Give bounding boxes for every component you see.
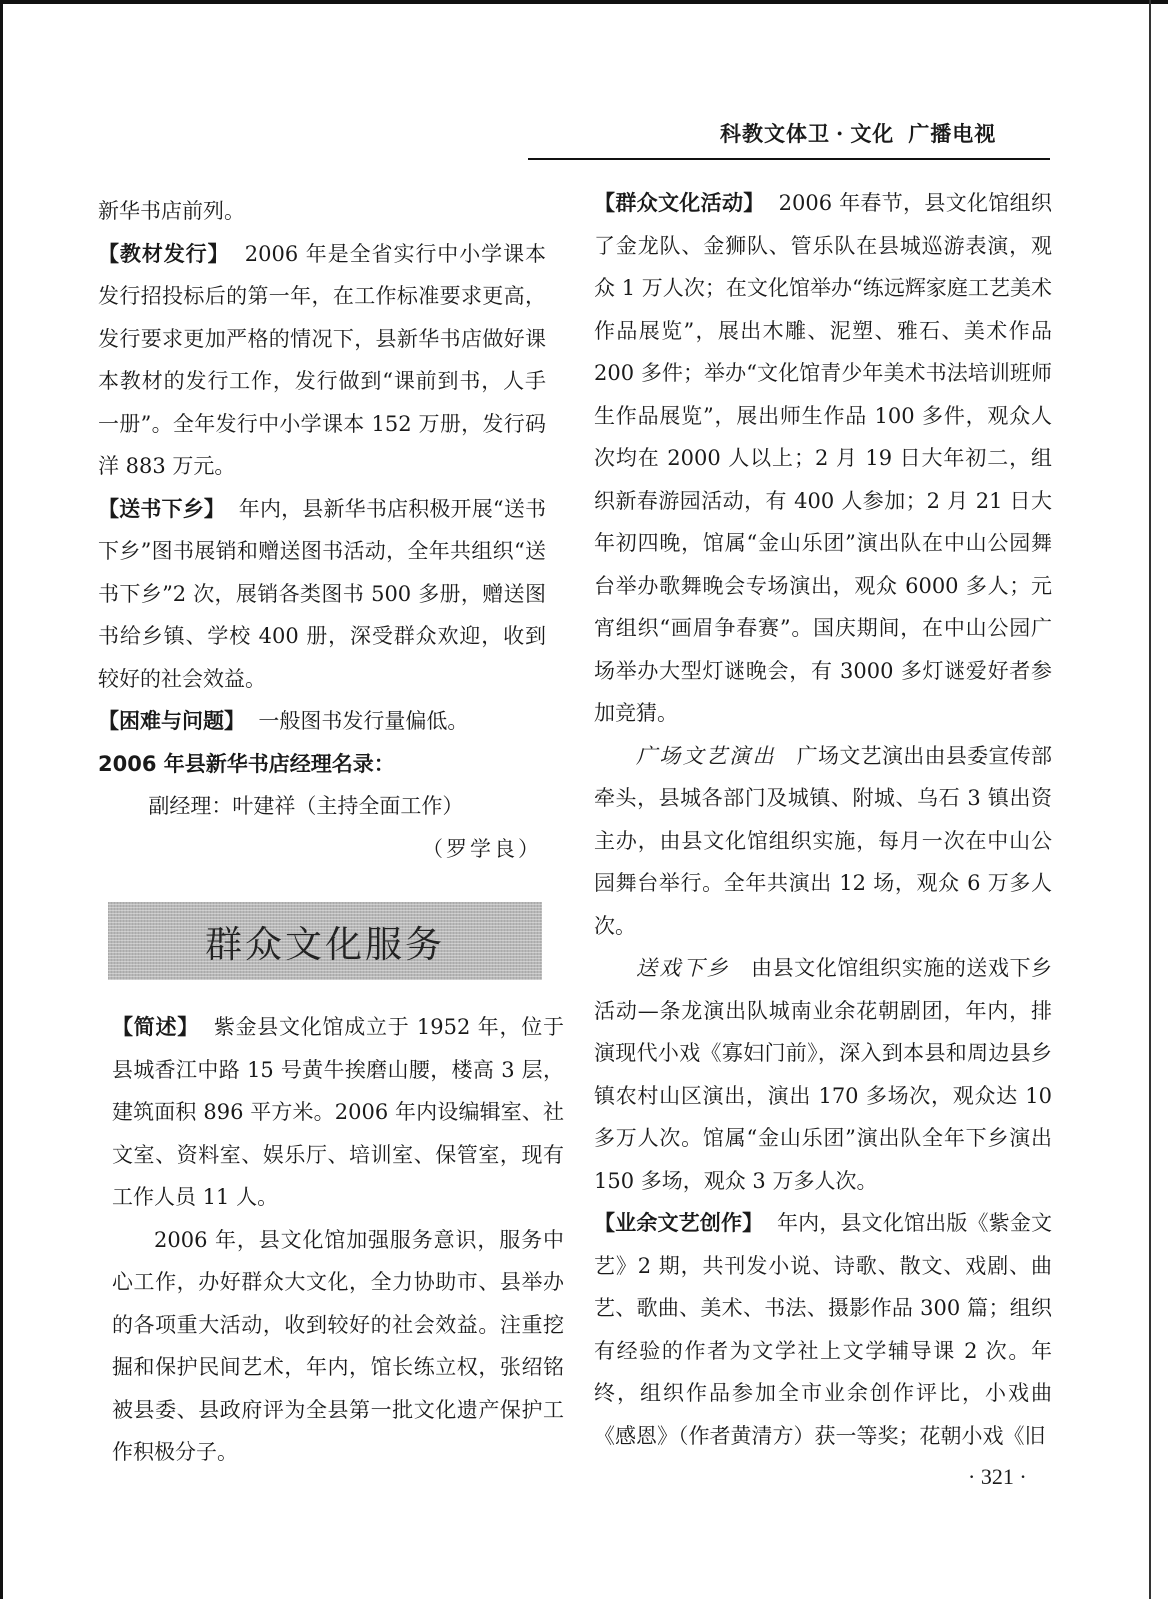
paragraph-continued: 新华书店前列。 xyxy=(98,199,245,223)
paragraph-books-to-countryside xyxy=(98,488,546,701)
heading-tag: 【送书下乡】 xyxy=(98,496,226,521)
paragraph-text: 广场文艺演出由县委宣传部牵头，县城各部门及城镇、附城、乌石 3 镇出资主办，由县文化馆组织实施，每月一次在中山公园舞台举行。全年共演出 12 场，观众 6 万多人次。 xyxy=(594,743,1052,938)
paragraph-text: 由县文化馆组织实施的送戏下乡活动—条龙演出队城南业余花朝剧团，年内，排演现代小戏《寡妇门前》，深入到本县和周边县乡镇农村山区演出，演出 170 多场次，观众达 10 多万人次。馆属“金山乐团”演出队全年下乡演出 150 多场，观众 3 万多人次。 xyxy=(594,956,1053,1193)
left-column-top xyxy=(98,190,546,870)
paragraph-service: 2006 年，县文化馆加强服务意识，服务中心工作，办好群众大文化，全力协助市、县举办的各项重大活动，收到较好的社会效益。注重挖掘和保护民间艺术，年内，馆长练立权，张绍铭被县委、县政府评为全县第一批文化遗产保护工作积极分子。 xyxy=(112,1227,564,1464)
paragraph-text: 一般图书发行量偏低。 xyxy=(258,709,469,733)
heading-tag: 【简述】 xyxy=(112,1015,199,1039)
author-byline: （罗学良） xyxy=(422,836,542,861)
scan-border-top xyxy=(0,0,1168,4)
paragraph-textbook-distribution xyxy=(98,233,546,488)
header-separator: · xyxy=(836,121,845,146)
paragraph-overview xyxy=(112,1006,564,1219)
paragraph-text: 2006 年是全省实行中小学课本发行招投标后的第一年，在工作标准要求更高，发行要求更加严格的情况下，县新华书店做好课本教材的发行工作，发行做到“课前到书，人手一册”。全年发行中小学课本 152 万册，发行码洋 883 万元。 xyxy=(98,241,546,478)
subheading: 送戏下乡 xyxy=(636,956,731,980)
header-section: 科教文体卫 xyxy=(720,121,830,146)
section-banner xyxy=(108,902,542,980)
scan-border-left xyxy=(0,0,3,1599)
subheading: 广场文艺演出 xyxy=(636,743,776,768)
paragraph-text: 年内，县文化馆出版《紫金文艺》2 期，共刊发小说、诗歌、散文、戏剧、曲艺、歌曲、美术、书法、摄影作品 300 篇；组织有经验的作者为文学社上文学辅导课 2 次。年终，组织作品参加全市业余创作评比，小戏曲《感恩》（作者黄清方）获一等奖；花朝小戏《旧 xyxy=(594,1211,1053,1448)
page-number: · 321 · xyxy=(968,1464,1027,1489)
paragraph-text: 年内，县新华书店积极开展“送书下乡”图书展销和赠送图书活动，全年共组织“送书下乡”2 次，展销各类图书 500 多册，赠送图书给乡镇、学校 400 册，深受群众欢迎，收到较好的社会效益。 xyxy=(98,496,546,691)
paragraph-opera-to-countryside xyxy=(594,947,1052,1202)
section-banner-title: 群众文化服务 xyxy=(205,923,445,966)
header-subsection-2: 广播电视 xyxy=(908,121,997,146)
heading-tag: 【困难与问题】 xyxy=(98,709,245,733)
paragraph-square-performances xyxy=(594,735,1052,948)
header-rule xyxy=(528,158,1050,160)
right-column xyxy=(594,182,1052,1457)
running-header xyxy=(720,118,1050,148)
scan-border-right xyxy=(1149,0,1151,1599)
manager-list-item: 副经理：叶建祥（主持全面工作） xyxy=(148,794,464,818)
paragraph-text: 2006 年春节，县文化馆组织了金龙队、金狮队、管乐队在县城巡游表演，观众 1 万人次；在文化馆举办“练远辉家庭工艺美术作品展览”，展出木雕、泥塑、雅石、美术作品 200 多件；举办“文化馆青少年美术书法培训班师生作品展览”，展出师生作品 100 多件，观众人次均在 2000 人以上；2 月 19 日大年初二，组织新春游园活动，有 400 人参加；2 月 21 日大年初四晚，馆属“金山乐团”演出队在中山公园舞台举办歌舞晚会专场演出，观众 6000 多人；元宵组织“画眉争春赛”。国庆期间，在中山公园广场举办大型灯谜晚会，有 3000 多灯谜爱好者参加竞猜。 xyxy=(594,191,1053,725)
heading-tag: 【业余文艺创作】 xyxy=(594,1211,764,1235)
heading-tag: 【教材发行】 xyxy=(98,241,230,266)
paragraph-amateur-creation xyxy=(594,1202,1052,1457)
header-subsection: 文化 xyxy=(850,121,895,146)
manager-list-title: 2006 年县新华书店经理名录： xyxy=(98,751,395,776)
paragraph-mass-culture xyxy=(594,182,1052,735)
heading-tag: 【群众文化活动】 xyxy=(594,191,765,215)
paragraph-difficulties xyxy=(98,700,546,743)
paragraph-text: 紫金县文化馆成立于 1952 年，位于县城香江中路 15 号黄牛挨磨山腰，楼高 3 层，建筑面积 896 平方米。2006 年内设编辑室、社文室、资料室、娱乐厅、培训室、保管室，现有工作人员 11 人。 xyxy=(112,1015,564,1209)
left-column-bottom xyxy=(112,1006,564,1474)
